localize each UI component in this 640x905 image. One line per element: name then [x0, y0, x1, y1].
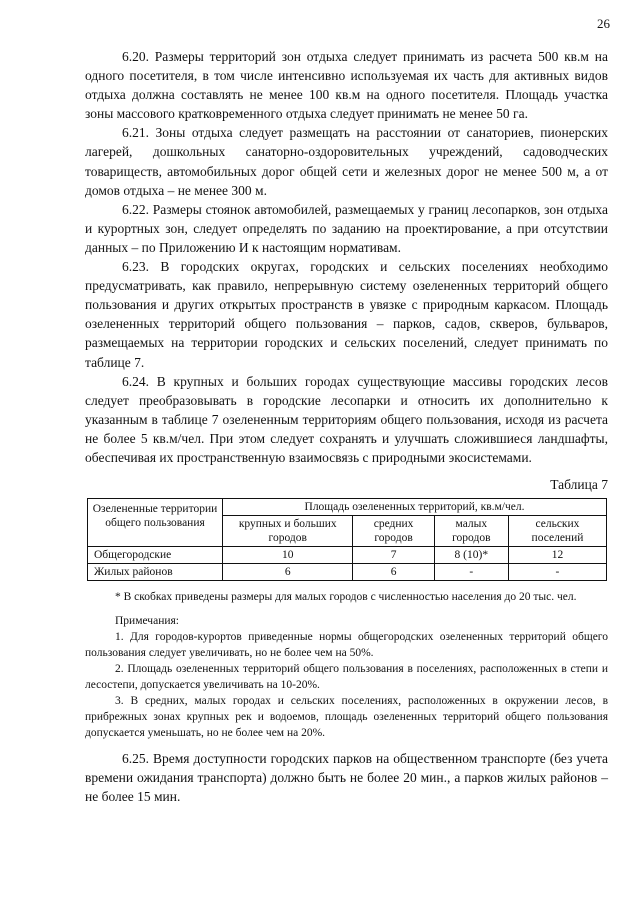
table-row	[88, 547, 607, 564]
table-caption: Таблица 7	[550, 477, 608, 493]
paragraph-6-22: 6.22. Размеры стоянок автомобилей, размещаемых у границ лесопарков, зон отдыха и курортных зон, следует определять по заданию на проектирование, а при отсутствии данных – по Приложению И к настоящим нормативам.	[85, 201, 608, 255]
table-corner-header: Озелененные территории общего пользования	[88, 499, 223, 547]
table-cell: 12	[508, 547, 606, 564]
table-cell: 10	[223, 547, 353, 564]
table-col-header: крупных и больших городов	[223, 516, 353, 547]
table-cell: -	[508, 564, 606, 581]
table-header-row	[88, 499, 607, 516]
table-row-label: Общегородские	[88, 547, 223, 564]
page-number: 26	[597, 16, 610, 31]
note-item: 3. В средних, малых городах и сельских поселениях, расположенных в окружении лесов, в прибрежных зонах крупных рек и водоемов, площадь озелененных территорий общего пользования допускается уменьшать, но не более чем на 20%.	[85, 695, 608, 740]
table-group-header: Площадь озелененных территорий, кв.м/чел.	[223, 499, 607, 516]
table-footnote: * В скобках приведены размеры для малых городов с численностью населения до 20 тыс. чел.	[115, 591, 577, 604]
table-cell: -	[434, 564, 508, 581]
table-cell: 6	[223, 564, 353, 581]
table-cell: 7	[353, 547, 434, 564]
table-cell: 6	[353, 564, 434, 581]
paragraph-6-23: 6.23. В городских округах, городских и сельских поселениях необходимо предусматривать, как правило, непрерывную систему озелененных территорий общего пользования и других открытых пространств в увязке с природным каркасом. Площадь озелененных территорий общего пользования – парков, садов, скверов, бульваров, размещаемых на территории городских и сельских поселений, следует принимать по таблице 7.	[85, 259, 608, 370]
table-row-label: Жилых районов	[88, 564, 223, 581]
table-col-header: средних городов	[353, 516, 434, 547]
green-areas-table	[87, 498, 607, 581]
paragraph-6-25: 6.25. Время доступности городских парков на общественном транспорте (без учета времени ожидания транспорта) должно быть не более 20 мин., а парков жилых районов – не более 15 мин.	[85, 751, 608, 805]
table-col-header: сельских поселений	[508, 516, 606, 547]
paragraph-6-20: 6.20. Размеры территорий зон отдыха следует принимать из расчета 500 кв.м на одного посетителя, в том числе интенсивно используемая их часть для активных видов отдыха должна составлять не менее 100 кв.м на одного посетителя. Площадь участка зоны массового кратковременного отдыха следует принимать не менее 50 га.	[85, 49, 608, 122]
table-col-header: малых городов	[434, 516, 508, 547]
paragraph-6-24: 6.24. В крупных и больших городах существующие массивы городских лесов следует преобразовывать в городские лесопарки и относить их дополнительно к указанным в таблице 7 озелененным территориям общего пользования, исходя из расчета не более 5 кв.м/чел. При этом следует сохранять и улучшать сложившиеся ландшафты, обеспечивая их пространственную взаимосвязь с природными экосистемами.	[85, 373, 608, 465]
document-body	[85, 47, 608, 806]
notes-title: Примечания:	[115, 615, 179, 628]
table-cell: 8 (10)*	[434, 547, 508, 564]
paragraph-6-21: 6.21. Зоны отдыха следует размещать на расстоянии от санаториев, пионерских лагерей, дошкольных санаторно-оздоровительных учреждений, садоводческих товариществ, автомобильных дорог общей сети и железных дорог не менее 500 м, а от домов отдыха – не менее 300 м.	[85, 125, 608, 198]
table-row	[88, 564, 607, 581]
note-item: 2. Площадь озелененных территорий общего пользования в поселениях, расположенных в степи и лесостепи, допускается увеличивать на 10-20%.	[85, 663, 608, 692]
note-item: 1. Для городов-курортов приведенные нормы общегородских озелененных территорий общего пользования следует увеличивать, но не более чем на 50%.	[85, 631, 608, 660]
